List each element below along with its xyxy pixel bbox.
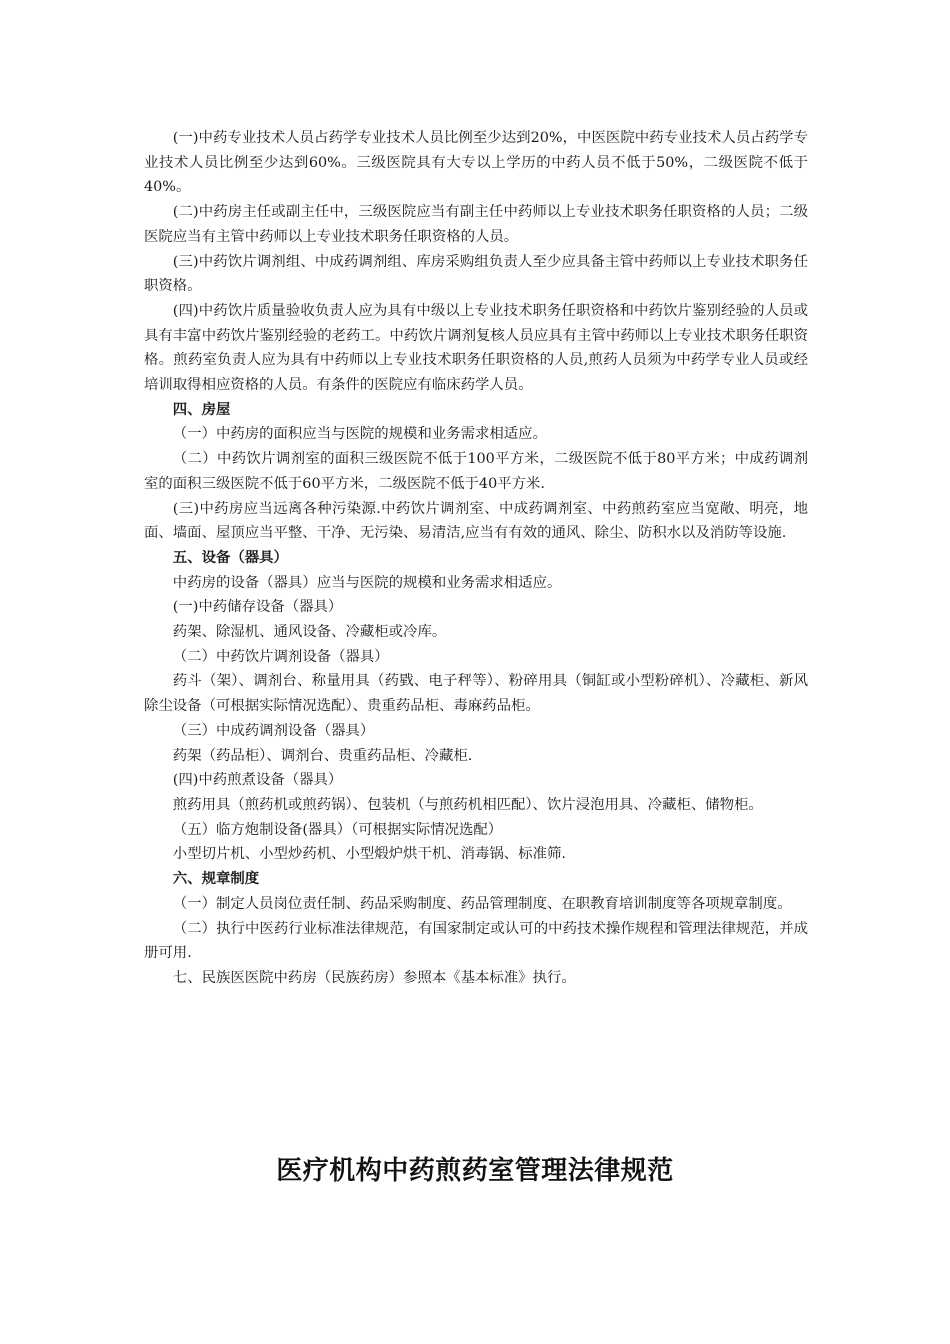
paragraph: (二)中药房主任或副主任中，三级医院应当有副主任中药师以上专业技术职务任职资格的人员；二级医院应当有主管中药师以上专业技术职务任职资格的人员。 [144, 204, 808, 245]
paragraph: 药架、除湿机、通风设备、冷藏柜或冷库。 [172, 624, 447, 641]
paragraph: （二）执行中医药行业标准法律规范，有国家制定或认可的中药技术操作规程和管理法律规范，并成册可用. [144, 920, 808, 962]
paragraph: （三）中成药调剂设备（器具） [172, 722, 375, 739]
paragraph: 煎药用具（煎药机或煎药锅）、包装机（与煎药机相匹配）、饮片浸泡用具、冷藏柜、储物柜。 [172, 796, 763, 813]
paragraph: 药斗（架）、调剂台、称量用具（药戥、电子秤等）、粉碎用具（铜缸或小型粉碎机）、冷藏柜、新风除尘设备（可根据实际情况选配）、贵重药品柜、毒麻药品柜。 [144, 673, 808, 715]
section-heading: 六、规章制度 [172, 870, 260, 888]
paragraph: (三)中药房应当远离各种污染源.中药饮片调剂室、中成药调剂室、中药煎药室应当宽敞、明亮，地面、墙面、屋顶应当平整、干净、无污染、易清洁,应当有有效的通风、除尘、防积水以及消防等设施. [144, 500, 808, 542]
paragraph: （一）中药房的面积应当与医院的规模和业务需求相适应。 [172, 426, 547, 443]
paragraph: (四)中药饮片质量验收负责人应为具有中级以上专业技术职务任职资格和中药饮片鉴别经验的人员或具有丰富中药饮片鉴别经验的老药工。中药饮片调剂复核人员应具有主管中药师以上专业技术职务任职资格。煎药室负责人应为具有中药师以上专业技术职务任职资格的人员,煎药人员须为中药学专业人员或经培训取得相应资格的人员。有条件的医院应有临床药学人员。 [144, 302, 808, 394]
paragraph: 七、民族医医院中药房（民族药房）参照本《基本标准》执行。 [172, 969, 576, 986]
paragraph: (一)中药专业技术人员占药学专业技术人员比例至少达到20%，中医医院中药专业技术人员占药学专业技术人员比例至少达到60%。三级医院具有大专以上学历的中药人员不低于50%，二级医院不低于40%。 [144, 130, 808, 196]
paragraph: 中药房的设备（器具）应当与医院的规模和业务需求相适应。 [172, 574, 562, 591]
document-title: 医疗机构中药煎药室管理法律规范 [276, 1156, 674, 1186]
paragraph: （一）制定人员岗位责任制、药品采购制度、药品管理制度、在职教育培训制度等各项规章制度。 [172, 895, 792, 912]
paragraph: （五）临方炮制设备(器具）（可根据实际情况选配） [172, 821, 503, 838]
paragraph: 药架（药品柜）、调剂台、贵重药品柜、冷藏柜. [172, 747, 473, 764]
paragraph: 小型切片机、小型炒药机、小型煅炉烘干机、消毒锅、标准筛. [172, 846, 566, 863]
paragraph: （二）中药饮片调剂设备（器具） [172, 648, 389, 665]
section-heading: 四、房屋 [172, 400, 231, 418]
paragraph: （二）中药饮片调剂室的面积三级医院不低于100平方米，二级医院不低于80平方米；中成药调剂室的面积三级医院不低于60平方米，二级医院不低于40平方米. [144, 451, 808, 492]
section-heading: 五、设备（器具） [172, 548, 288, 566]
paragraph: (四)中药煎煮设备（器具） [172, 772, 343, 789]
document-body [144, 126, 808, 991]
paragraph: (三)中药饮片调剂组、中成药调剂组、库房采购组负责人至少应具备主管中药师以上专业技术职务任职资格。 [144, 253, 808, 295]
paragraph: (一)中药储存设备（器具） [172, 599, 343, 616]
